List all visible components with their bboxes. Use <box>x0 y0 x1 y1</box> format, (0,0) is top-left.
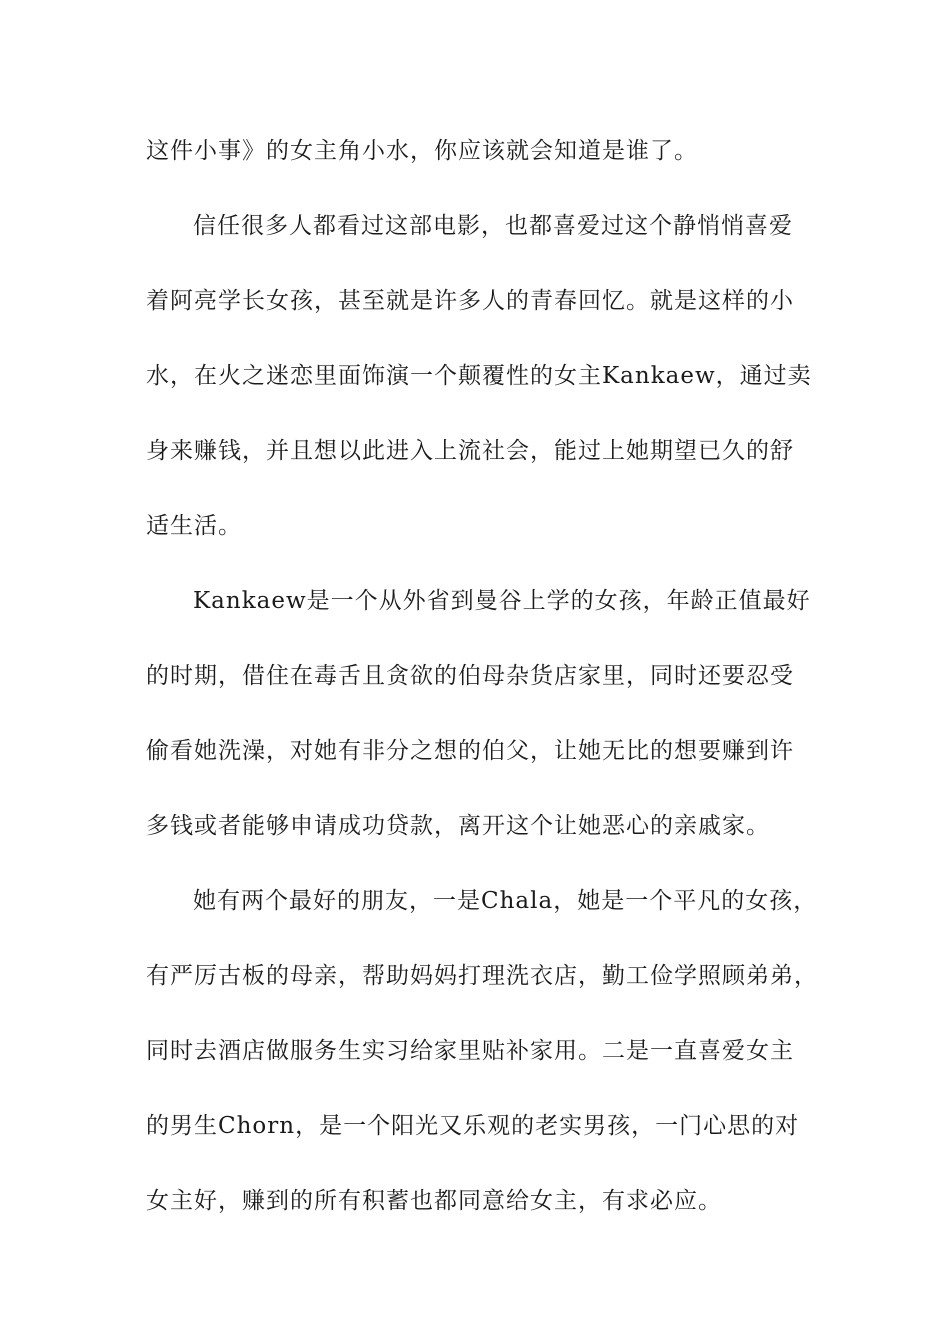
paragraph-start-line: 她有两个最好的朋友，一是Chala，她是一个平凡的女孩， <box>193 888 818 914</box>
text-line: 女主好，赚到的所有积蓄也都同意给女主，有求必应。 <box>146 1188 722 1214</box>
text-line: 同时去酒店做服务生实习给家里贴补家用。二是一直喜爱女主 <box>146 1038 794 1064</box>
text-line: 水，在火之迷恋里面饰演一个颠覆性的女主Kankaew，通过卖 <box>146 363 812 389</box>
text-line: 的男生Chorn，是一个阳光又乐观的老实男孩，一门心思的对 <box>146 1113 800 1139</box>
text-line: 有严厉古板的母亲，帮助妈妈打理洗衣店，勤工俭学照顾弟弟， <box>146 963 818 989</box>
paragraph-start-line: Kankaew是一个从外省到曼谷上学的女孩，年龄正值最好 <box>193 588 811 614</box>
body-text <box>146 128 818 1253</box>
text-line: 偷看她洗澡，对她有非分之想的伯父，让她无比的想要赚到许 <box>146 738 794 764</box>
text-line: 适生活。 <box>146 513 242 539</box>
text-line: 这件小事》的女主角小水，你应该就会知道是谁了。 <box>146 138 698 164</box>
text-line: 身来赚钱，并且想以此进入上流社会，能过上她期望已久的舒 <box>146 438 794 464</box>
text-line: 多钱或者能够申请成功贷款，离开这个让她恶心的亲戚家。 <box>146 813 770 839</box>
text-line: 着阿亮学长女孩，甚至就是许多人的青春回忆。就是这样的小 <box>146 288 794 314</box>
text-line: 的时期，借住在毒舌且贪欲的伯母杂货店家里，同时还要忍受 <box>146 663 794 689</box>
paragraph-start-line: 信任很多人都看过这部电影，也都喜爱过这个静悄悄喜爱 <box>193 213 793 239</box>
